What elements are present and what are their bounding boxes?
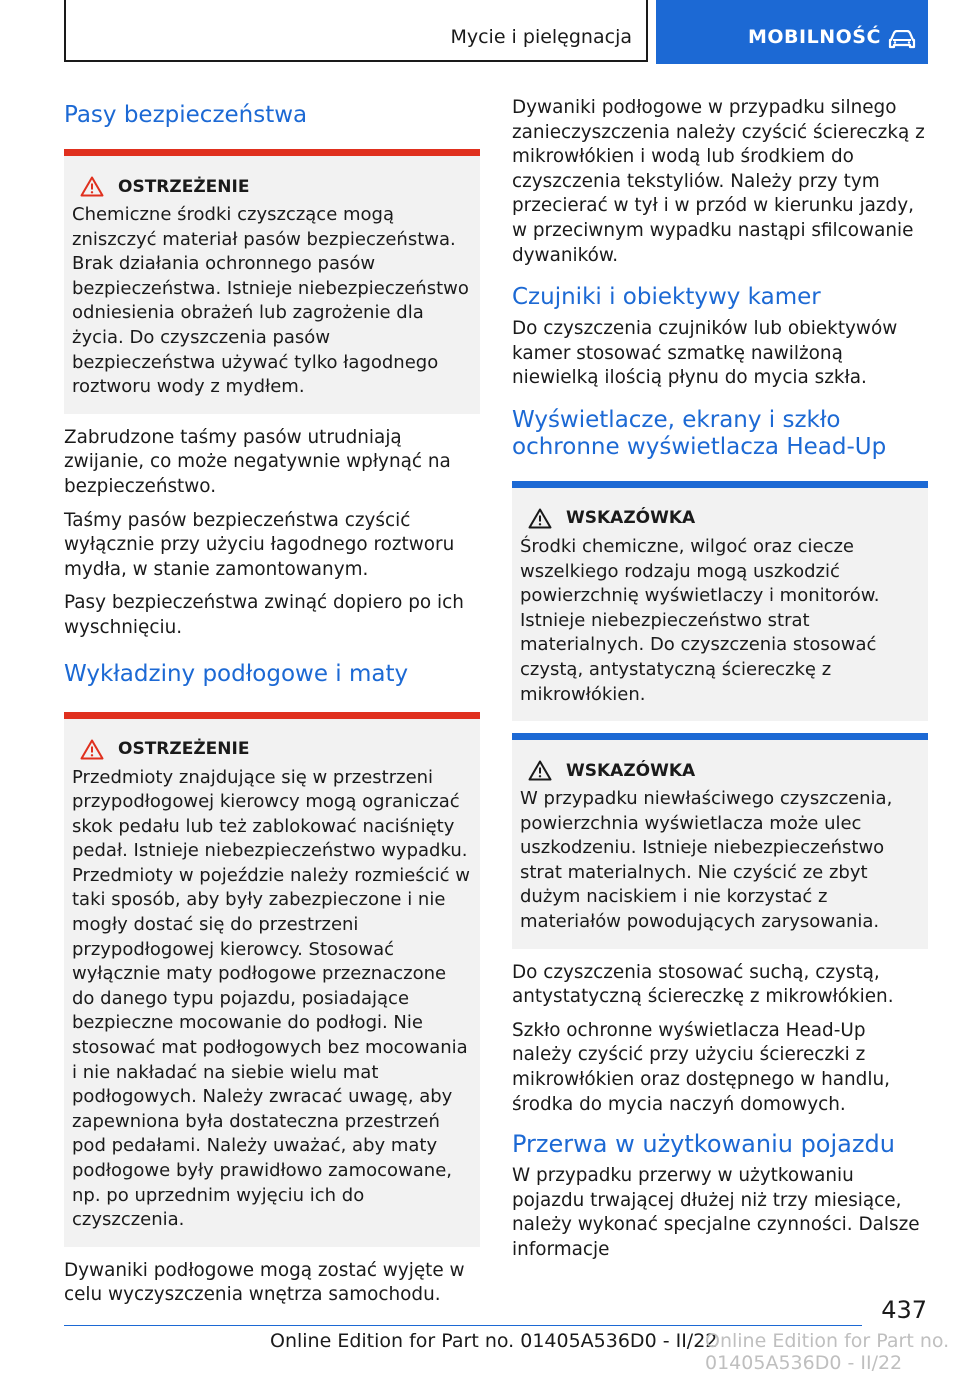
- footer-edition: Online Edition for Part no. 01405A536D0 - II/22: [270, 1330, 718, 1352]
- warning-title: OSTRZEŻENIE: [118, 176, 250, 197]
- paragraph: Pasy bezpieczeństwa zwinąć dopiero po ich wyschnięciu.: [64, 592, 464, 638]
- right-column: [512, 96, 928, 1263]
- heading-storage: Przerwa w użytkowaniu pojazdu: [512, 1130, 895, 1159]
- heading-seat-belts: Pasy bezpieczeństwa: [64, 102, 308, 128]
- section-tab: [64, 0, 648, 62]
- car-icon: [888, 30, 916, 50]
- note-box-head-up: [512, 733, 928, 949]
- section-title: Mycie i pielęgnacja: [450, 26, 632, 48]
- warning-triangle-icon: [528, 760, 552, 781]
- paragraph: Szkło ochronne wyświetlacza Head-Up należy czyścić przy użyciu ściereczki z mikrowłókien oraz dostępnego w handlu, środka do mycia naczyń domowych.: [512, 1019, 890, 1115]
- page-header: [64, 0, 928, 64]
- heading-floor-mats: Wykładziny podłogowe i maty: [64, 660, 409, 687]
- warning-triangle-icon: [528, 508, 552, 529]
- warning-text: Przedmioty znajdujące się w przestrzeni przypodłogowej kierowcy mogą ograniczać skok pedału lub też zablokować naciśnięty pedał. Istnieje niebezpieczeństwo wypadku. Przedmioty w pojeździe należy rozmieścić w taki sposób, aby były zabezpieczone i nie mogły dostać się do przestrzeni przypodłogowej kierowcy. Stosować wyłącznie maty podłogowe przeznaczone do danego typu pojazdu, posiadające bezpieczne mocowanie do podłogi. Nie stosować mat podłogowych bez mocowania i nie nakładać na siebie wielu mat podłogowych. Należy zwracać uwagę, aby zapewniona była dostateczna przestrzeń pod pedałami. Należy uważać, aby maty podłogowe były prawidłowo zamocowane, np. po uprzednim wyjęciu ich do czyszczenia.: [72, 766, 470, 1231]
- heading-sensors: Czujniki i obiektywy kamer: [512, 284, 821, 311]
- footer-watermark-link[interactable]: Online Edition for Part no. 01405A536D0 - II/22: [705, 1330, 950, 1374]
- note-box-displays: [512, 481, 928, 721]
- heading-displays: Wyświetlacze, ekrany i szkło ochronne wyświetlacza Head-Up: [512, 406, 887, 460]
- paragraph: Dywaniki podłogowe w przypadku silnego zanieczyszczenia należy czyścić ściereczką z mikrowłókien i wodą lub środkiem do czyszczenia tekstyliów. Należy przy tym przecierać w tył i w przód w kierunku jazdy, w przeciwnym wypadku nastąpi sfilcowanie dywaników.: [512, 97, 925, 266]
- note-text: Środki chemiczne, wilgoć oraz ciecze wszelkiego rodzaju mogą uszkodzić powierzchnię wyświetlaczy i monitorów. Istnieje niebezpieczeństwo strat materialnych. Do czyszczenia stosować czystą, antystatyczną ściereczkę z mikrowłókien.: [520, 535, 880, 705]
- page-number: 437: [881, 1296, 927, 1324]
- warning-title: OSTRZEŻENIE: [118, 739, 250, 759]
- warning-triangle-icon: [80, 739, 104, 760]
- paragraph: W przypadku przerwy w użytkowaniu pojazdu trwającej dłużej niż trzy miesiące, należy wykonać specjalne czynności. Dalsze informacje: [512, 1165, 920, 1260]
- chapter-title: MOBILNOŚĆ: [748, 26, 881, 48]
- note-text: W przypadku niewłaściwego czyszczenia, powierzchnia wyświetlacza może ulec uszkodzeniu. Istnieje niebezpieczeństwo strat materialnych. Nie czyścić ze zbyt dużym naciskiem i nie korzystać z materiałów powodujących zarysowania.: [520, 788, 893, 933]
- footer-rule: [64, 1325, 862, 1326]
- left-column: [64, 96, 480, 1308]
- warning-text: Chemiczne środki czyszczące mogą zniszczyć materiał pasów bezpieczeństwa. Brak działania ochronnego pasów bezpieczeństwa. Istnieje niebezpieczeństwo odniesienia obrażeń lub zagrożenie dla życia. Do czyszczenia pasów bezpieczeństwa używać tylko łagodnego roztworu wody z mydłem.: [72, 204, 469, 398]
- paragraph: Do czyszczenia czujników lub obiektywów kamer stosować szmatkę nawilżoną niewielką ilością płynu do mycia szkła.: [512, 318, 898, 389]
- note-title: WSKAZÓWKA: [566, 760, 696, 781]
- paragraph: Zabrudzone taśmy pasów utrudniają zwijanie, co może negatywnie wpłynąć na bezpieczeństwo.: [64, 426, 451, 497]
- paragraph: Taśmy pasów bezpieczeństwa czyścić wyłącznie przy użyciu łagodnego roztworu mydła, w stanie zamontowanym.: [64, 509, 455, 580]
- chapter-tab: [656, 0, 928, 64]
- warning-box-seat-belts: [64, 149, 480, 414]
- warning-triangle-icon: [80, 176, 104, 197]
- paragraph: Dywaniki podłogowe mogą zostać wyjęte w celu wyczyszczenia wnętrza samochodu.: [64, 1259, 465, 1306]
- warning-box-floor-mats: [64, 712, 480, 1247]
- paragraph: Do czyszczenia stosować suchą, czystą, antystatyczną ściereczkę z mikrowłókien.: [512, 961, 894, 1008]
- note-title: WSKAZÓWKA: [566, 508, 696, 529]
